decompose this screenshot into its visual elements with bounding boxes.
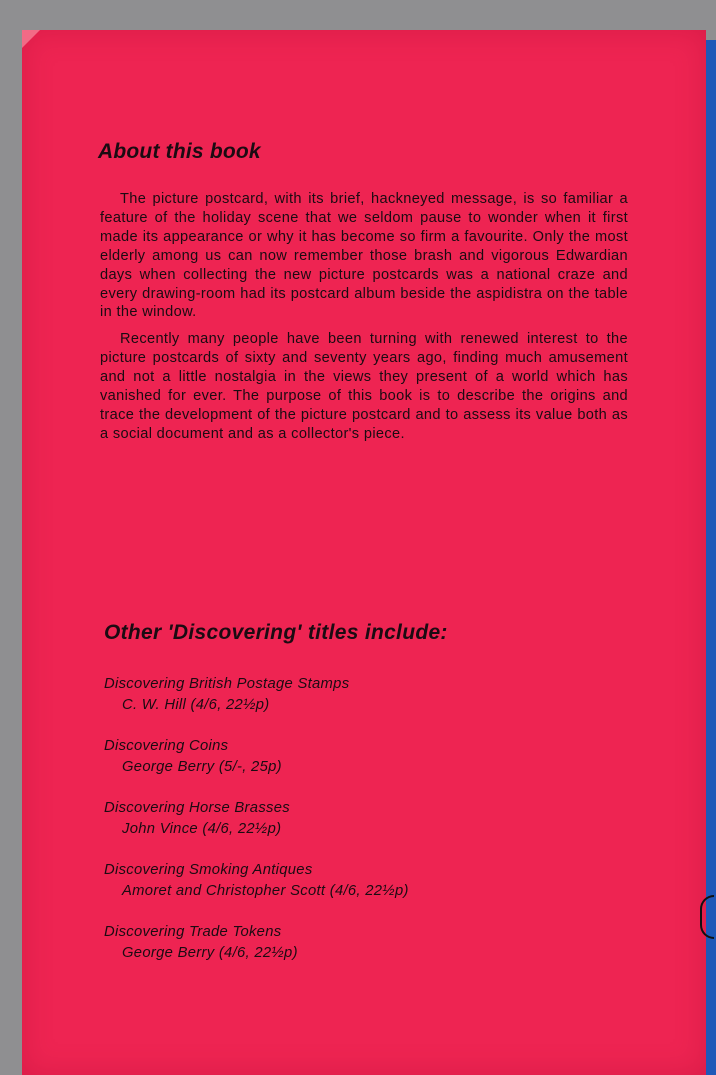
book-author: John Vince (4/6, 22½p) [122, 821, 282, 837]
other-titles-heading: Other 'Discovering' titles include: [104, 621, 448, 644]
list-item [104, 674, 409, 736]
book-title: Discovering Coins [104, 738, 229, 754]
list-item [104, 922, 409, 984]
book-author: C. W. Hill (4/6, 22½p) [122, 697, 270, 713]
other-titles-list [104, 674, 409, 984]
book-title: Discovering Horse Brasses [104, 800, 290, 816]
book-title: Discovering Smoking Antiques [104, 862, 313, 878]
about-section [76, 140, 628, 452]
about-heading: About this book [98, 140, 261, 163]
about-paragraph-2: Recently many people have been turning with renewed interest to the picture postcards of sixty and seventy years ago, finding much amusement and not a little nostalgia in the views they present of a world which has vanished for ever. The purpose of this book is to describe the origins and trace the development of the picture postcard and to assess its value both as a social document and as a collector's piece. [100, 331, 628, 442]
book-author: George Berry (4/6, 22½p) [122, 945, 298, 961]
list-item [104, 860, 409, 922]
folded-corner [22, 30, 40, 48]
edge-logo-fragment [700, 895, 714, 939]
about-paragraph-1: The picture postcard, with its brief, hackneyed message, is so familiar a feature of the holiday scene that we seldom pause to wonder when it first made its appearance or why it has become so firm a favourite. Only the most elderly among us can now remember those brash and vigorous Edwardian days when collecting the new picture postcards was a national craze and every drawing-room had its postcard album beside the aspidistra on the table in the window. [100, 191, 628, 321]
list-item [104, 736, 409, 798]
book-author: George Berry (5/-, 25p) [122, 759, 282, 775]
book-title: Discovering British Postage Stamps [104, 676, 350, 692]
book-title: Discovering Trade Tokens [104, 924, 282, 940]
list-item [104, 798, 409, 860]
book-author: Amoret and Christopher Scott (4/6, 22½p) [122, 883, 409, 899]
